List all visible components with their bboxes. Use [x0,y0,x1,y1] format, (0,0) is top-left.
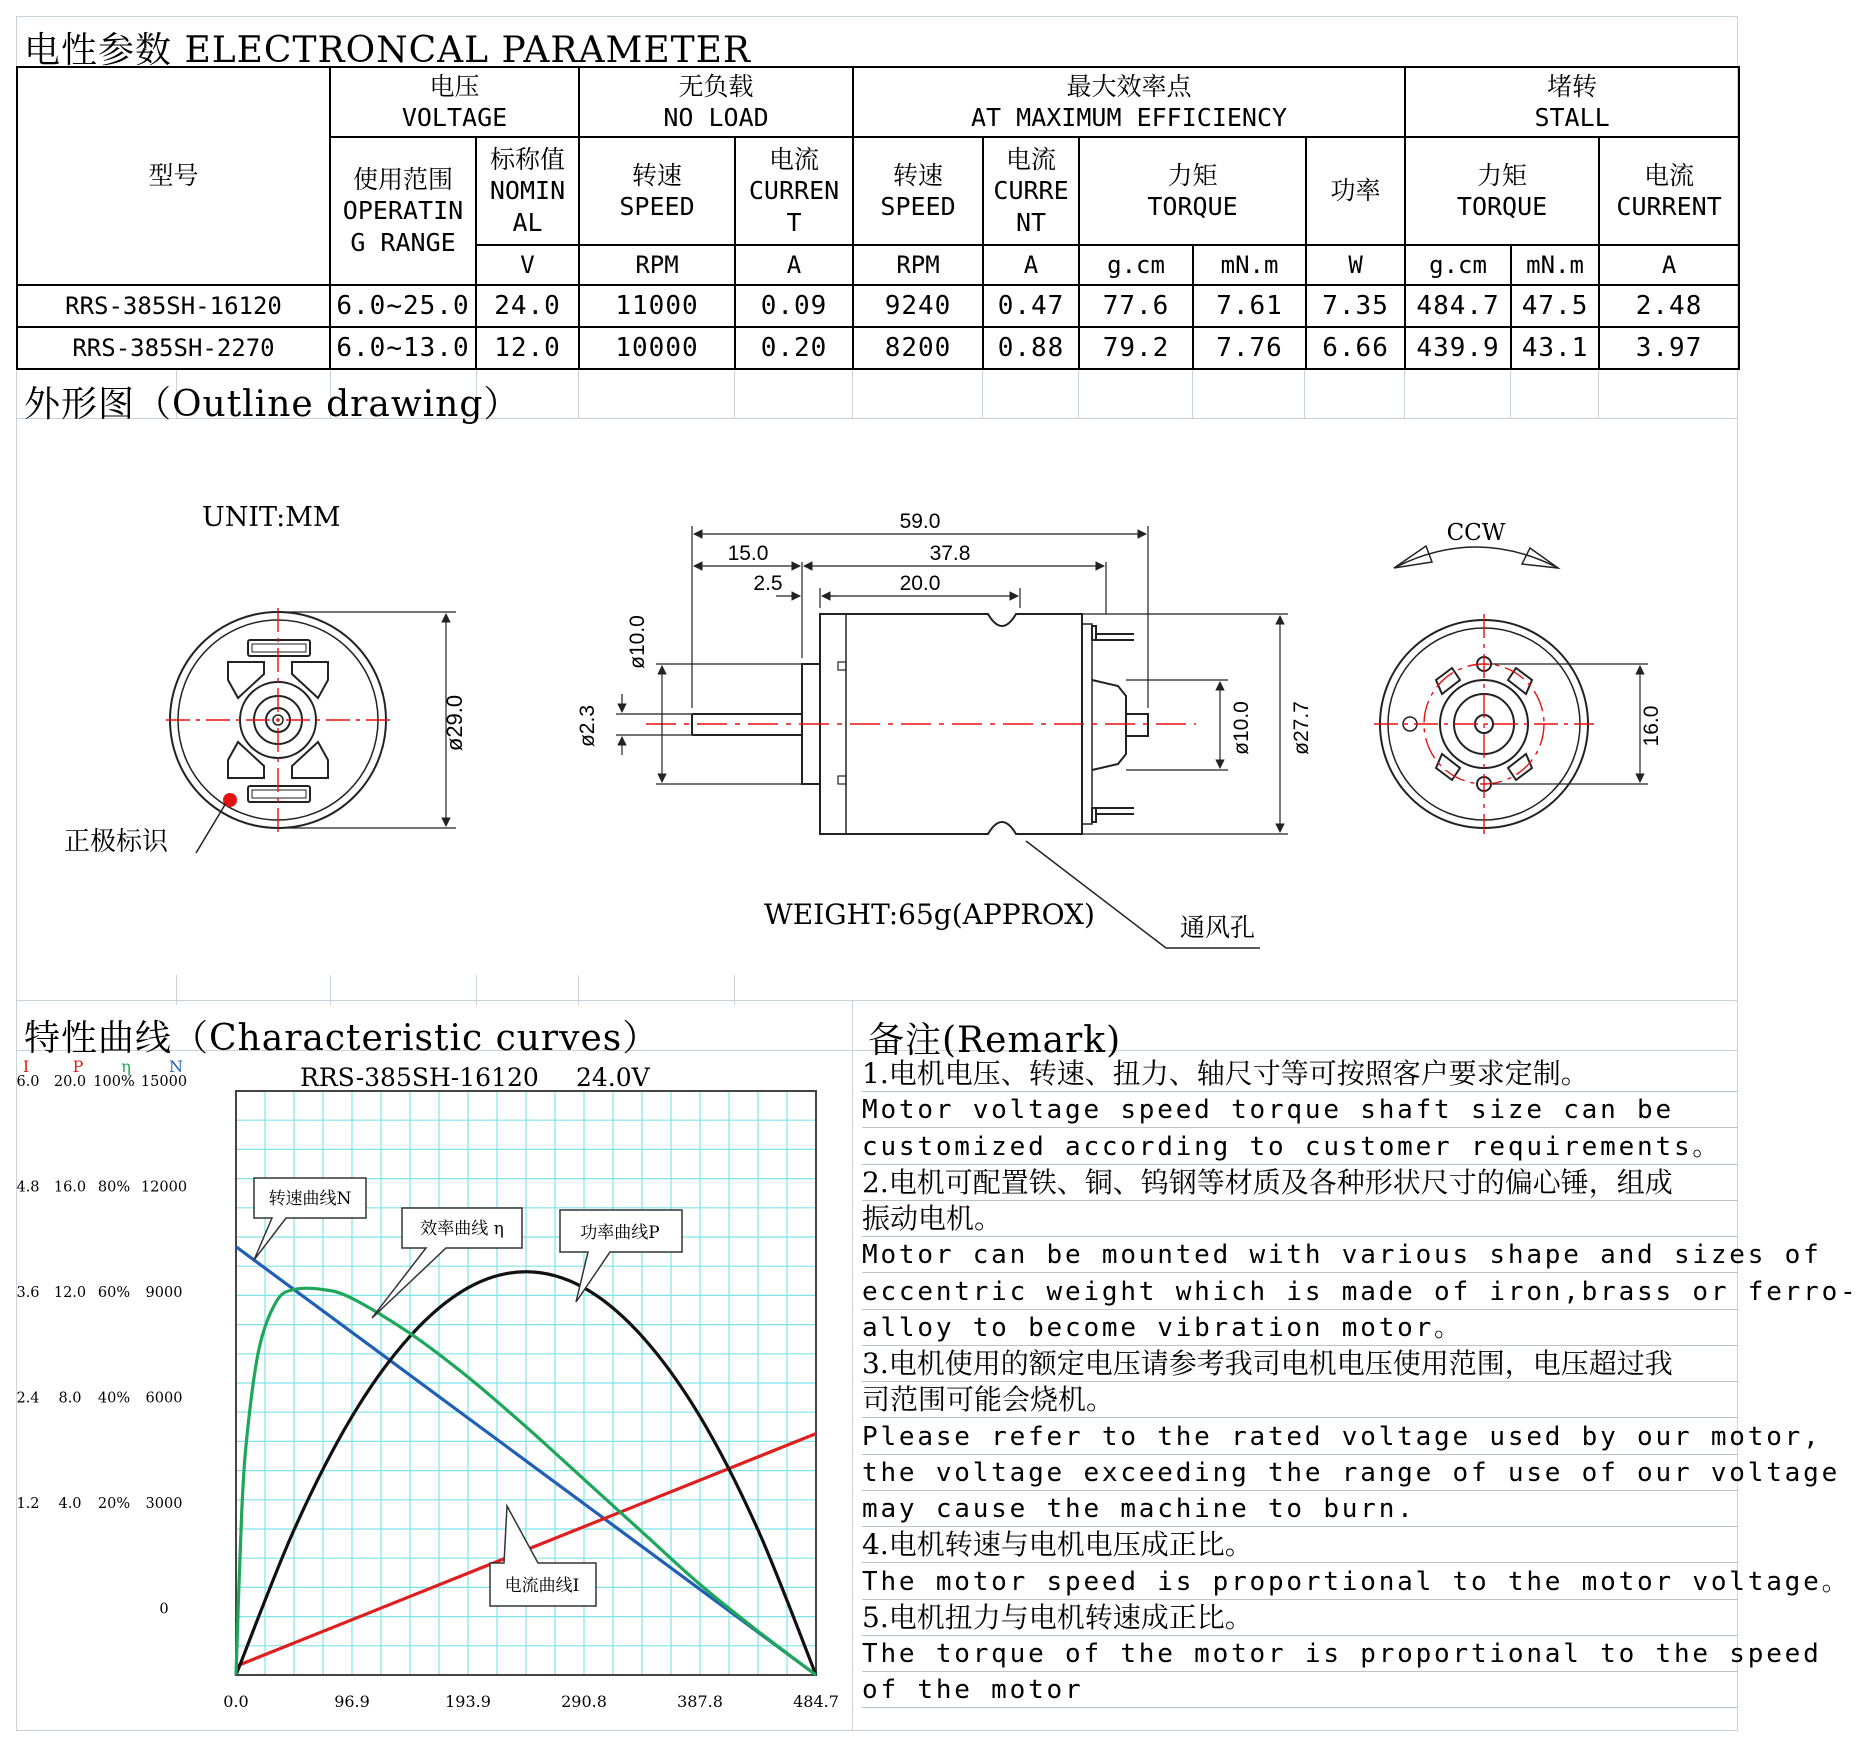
remark-line: 3.电机使用的额定电压请参考我司电机电压使用范围，电压超过我 [862,1346,1738,1382]
remark-line: alloy to become vibration motor。 [862,1310,1738,1346]
nl-current-cell: 0.20 [735,327,853,369]
no-load-current-header: 电流 CURREN T [735,137,853,245]
me-current-cell: 0.88 [983,327,1079,369]
max-eff-current-header: 电流 CURRE NT [983,137,1079,245]
remark-line: The motor speed is proportional to the motor voltage。 [862,1564,1738,1600]
remark-line: 2.电机可配置铁、铜、钨钢等材质及各种形状尺寸的偏心锤，组成 [862,1165,1738,1201]
y-tick-label-eta: 20% [97,1496,131,1512]
positive-mark-leader [196,803,226,853]
stall-torque-header: 力矩 TORQUE [1405,137,1599,245]
voltage-group-header: 电压 VOLTAGE [330,67,579,137]
y-tick-label-P: 8.0 [58,1390,82,1407]
remark-line: Please refer to the rated voltage used by our motor, [862,1419,1738,1455]
y-tick-label-N: 0 [159,1601,169,1618]
y-tick-label-N: 9000 [145,1285,183,1301]
remark-line: 4.电机转速与电机电压成正比。 [862,1527,1738,1563]
nl-current-cell: 0.09 [735,285,853,327]
st-torque-gcm-cell: 439.9 [1405,327,1511,369]
unit-st-torque-mnm: mN.m [1511,245,1599,285]
me-torque-gcm-cell: 77.6 [1079,285,1193,327]
rear-diameter-label: ø10.0 [1230,701,1253,755]
y-tick-label-P: 16.0 [53,1179,87,1196]
positive-mark-label: 正极标识 [64,827,169,857]
axis-letter-p: P [72,1057,84,1076]
current-callout [490,1506,596,1606]
y-tick-label-P: 4.0 [58,1496,82,1512]
unit-label: UNIT:MM [202,502,341,533]
st-torque-mnm-cell: 47.5 [1511,285,1599,327]
max-eff-torque-header: 力矩 TORQUE [1079,137,1306,245]
ccw-arrow-icon [1394,546,1558,568]
remark-line: 司范围可能会烧机。 [862,1382,1738,1418]
speed-callout-label: 转速曲线N [268,1189,352,1209]
vent-hole-label: 通风孔 [1180,913,1256,942]
unit-st-current: A [1599,245,1739,285]
weight-label: WEIGHT:65g(APPROX) [764,898,1095,931]
x-tick-label: 193.9 [445,1692,491,1711]
x-tick-label: 290.8 [561,1692,607,1711]
body-diameter-label: ø27.7 [1290,701,1313,755]
speed-callout [254,1178,366,1260]
current-callout-label: 电流曲线I [504,1576,580,1596]
st-current-cell: 2.48 [1599,285,1739,327]
boss-diameter-label: ø10.0 [626,615,649,669]
remark-line: eccentric weight which is made of iron,brass or ferro- [862,1274,1738,1310]
x-tick-label: 96.9 [334,1692,370,1711]
outline-drawing [16,418,1738,993]
y-tick-label-I: 4.8 [16,1179,40,1196]
y-tick-label-I: 6.0 [16,1074,40,1090]
axis-letter-i: I [22,1057,30,1076]
y-tick-label-P: 12.0 [53,1285,87,1301]
unit-nominal: V [476,245,579,285]
range-cell: 6.0~13.0 [330,327,476,369]
me-power-cell: 7.35 [1306,285,1405,327]
remark-line: Motor can be mounted with various shape and sizes of [862,1237,1738,1273]
remarks-section-title: 备注(Remark) [868,1020,1122,1061]
y-tick-label-I: 3.6 [16,1285,40,1301]
outline-section-title: 外形图（Outline drawing） [24,384,521,425]
y-tick-label-N: 12000 [140,1179,188,1196]
me-speed-cell: 9240 [853,285,983,327]
no-load-group-header: 无负载 NO LOAD [579,67,853,137]
y-tick-label-I: 2.4 [16,1390,40,1407]
remark-line: the voltage exceeding the range of use of our voltage [862,1455,1738,1491]
nominal-header: 标称值 NOMIN AL [476,137,579,245]
max-efficiency-group-header: 最大效率点 AT MAXIMUM EFFICIENCY [853,67,1405,137]
characteristic-chart [16,1050,852,1725]
range-cell: 6.0~25.0 [330,285,476,327]
me-speed-cell: 8200 [853,327,983,369]
total-length-label: 59.0 [899,510,941,533]
remark-line: may cause the machine to burn. [862,1491,1738,1527]
stall-current-header: 电流 CURRENT [1599,137,1739,245]
chart-title: RRS-385SH-16120 [300,1063,539,1092]
unit-st-torque-gcm: g.cm [1405,245,1511,285]
remark-line: of the motor [862,1672,1738,1708]
y-tick-label-I: 1.2 [16,1496,40,1512]
me-torque-mnm-cell: 7.76 [1193,327,1306,369]
boss-length-label: 2.5 [753,572,783,595]
me-current-cell: 0.47 [983,285,1079,327]
y-tick-label-N: 3000 [145,1496,183,1512]
operating-range-header: 使用范围 OPERATIN G RANGE [330,137,476,285]
electrical-section-title: 电性参数 ELECTRONCAL PARAMETER [24,30,752,71]
electrical-parameter-table [16,66,1740,370]
power-callout-label: 功率曲线P [580,1223,660,1243]
axis-letter-eta: η [121,1057,131,1076]
me-torque-mnm-cell: 7.61 [1193,285,1306,327]
y-axis-ticks [16,1074,187,1618]
remark-line: The torque of the motor is proportional to the speed [862,1636,1738,1672]
hole-spacing-label: 16.0 [1640,705,1663,747]
unit-nl-speed: RPM [579,245,735,285]
unit-me-torque-mnm: mN.m [1193,245,1306,285]
x-axis-ticks [223,1692,839,1711]
chart-voltage: 24.0V [576,1063,650,1092]
y-tick-label-eta: 100% [93,1074,135,1090]
power-callout [560,1210,682,1302]
table-row [17,327,1739,369]
y-tick-label-N: 15000 [140,1074,188,1090]
model-header: 型号 [17,67,330,285]
front-view-centerlines [166,608,390,832]
y-tick-label-eta: 80% [97,1179,131,1196]
st-current-cell: 3.97 [1599,327,1739,369]
me-power-cell: 6.66 [1306,327,1405,369]
side-view-dimensions [616,526,1288,834]
y-tick-label-eta: 40% [97,1390,131,1407]
max-eff-power-header: 功率 [1306,137,1405,245]
table-row [17,285,1739,327]
unit-me-torque-gcm: g.cm [1079,245,1193,285]
unit-me-power: W [1306,245,1405,285]
stall-group-header: 堵转 STALL [1405,67,1739,137]
model-cell: RRS-385SH-16120 [17,285,330,327]
remark-line: 5.电机扭力与电机转速成正比。 [862,1600,1738,1636]
unit-nl-current: A [735,245,853,285]
remark-line: customized according to customer requirements。 [862,1129,1738,1165]
shaft-length-label: 15.0 [727,542,769,565]
x-tick-label: 387.8 [677,1692,723,1711]
st-torque-mnm-cell: 43.1 [1511,327,1599,369]
unit-me-current: A [983,245,1079,285]
rear-view-centerlines [1374,614,1594,834]
max-eff-speed-header: 转速 SPEED [853,137,983,245]
shaft-diameter-label: ø2.3 [576,704,599,748]
y-tick-label-N: 6000 [145,1390,183,1407]
remark-line: 振动电机。 [862,1201,1738,1237]
nl-speed-cell: 11000 [579,285,735,327]
efficiency-callout-label: 效率曲线 η [420,1219,504,1239]
nominal-cell: 24.0 [476,285,579,327]
no-load-speed-header: 转速 SPEED [579,137,735,245]
body-mid-label: 20.0 [899,572,941,595]
nl-speed-cell: 10000 [579,327,735,369]
unit-me-speed: RPM [853,245,983,285]
axis-letter-n: N [169,1057,183,1076]
rotation-label: CCW [1446,520,1506,546]
y-tick-label-P: 20.0 [53,1074,87,1090]
front-diameter-label: ø29.0 [442,694,467,752]
nominal-cell: 12.0 [476,327,579,369]
body-length-label: 37.8 [929,542,971,565]
remark-line: Motor voltage speed torque shaft size can be [862,1092,1738,1128]
x-tick-label: 484.7 [793,1692,839,1711]
curves-section-title: 特性曲线（Characteristic curves） [24,1018,660,1059]
remark-line: 1.电机电压、转速、扭力、轴尺寸等可按照客户要求定制。 [862,1056,1738,1092]
model-cell: RRS-385SH-2270 [17,327,330,369]
y-tick-label-eta: 60% [97,1285,131,1301]
x-tick-label: 0.0 [223,1692,249,1711]
me-torque-gcm-cell: 79.2 [1079,327,1193,369]
st-torque-gcm-cell: 484.7 [1405,285,1511,327]
